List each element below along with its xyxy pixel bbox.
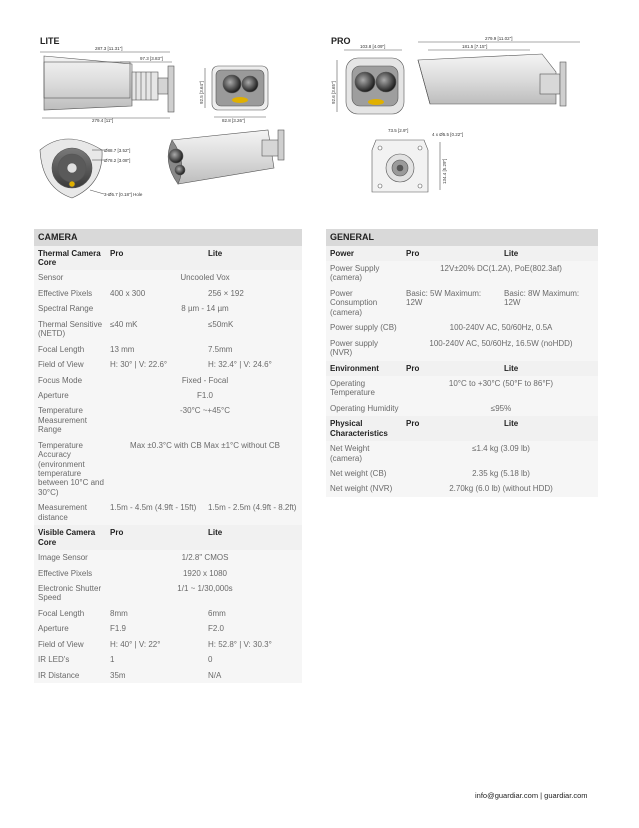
thermal-row	[34, 301, 302, 316]
visible-row-lite: 0	[204, 652, 302, 667]
dim-pro-holes: 4 x Ø5.5 [0.22"]	[432, 132, 464, 137]
thermal-row-label: Thermal Sensitive (NETD)	[34, 317, 106, 342]
dim-lite-length: 287.3 [11.31"]	[95, 46, 123, 51]
visible-row-lite: F2.0	[204, 621, 302, 636]
general-title-text: GENERAL	[326, 229, 598, 246]
visible-row-pro: 8mm	[106, 606, 204, 621]
thermal-row-label: Focus Mode	[34, 373, 106, 388]
dim-lite-base2: Ø78.2 [3.08"]	[104, 158, 131, 163]
visible-row	[34, 581, 302, 606]
phys-header	[326, 416, 598, 441]
dim-pro-front-w: 103.8 [4.09"]	[360, 44, 386, 49]
technical-drawings	[0, 0, 639, 215]
power-header-pro: Pro	[402, 246, 500, 261]
thermal-row-value: 8 µm - 14 µm	[106, 301, 302, 316]
pro-label: PRO	[331, 36, 351, 46]
power-row-pro: Basic: 5W Maximum: 12W	[402, 286, 500, 320]
lite-base-view	[40, 139, 143, 198]
phys-row-label: Net Weight (camera)	[326, 441, 402, 466]
phys-header-lite: Lite	[500, 416, 598, 441]
phys-row-value: ≤1.4 kg (3.09 lb)	[402, 441, 598, 466]
pro-front-view	[331, 44, 404, 114]
visible-row-label: Field of View	[34, 637, 106, 652]
thermal-row-lite: 1.5m - 2.5m (4.9ft - 8.2ft)	[204, 500, 302, 525]
visible-row-label: Electronic Shutter Speed	[34, 581, 106, 606]
phys-row-label: Net weight (CB)	[326, 466, 402, 481]
env-row-label: Operating Temperature	[326, 376, 402, 401]
phys-row-value: 2.35 kg (5.18 lb)	[402, 466, 598, 481]
power-row-label: Power Supply (camera)	[326, 261, 402, 286]
visible-row-lite: N/A	[204, 668, 302, 683]
env-row-value: ≤95%	[402, 401, 598, 416]
lite-front-view	[199, 66, 268, 123]
visible-row	[34, 606, 302, 621]
thermal-row	[34, 388, 302, 403]
power-header-label: Power	[326, 246, 402, 261]
thermal-row-label: Sensor	[34, 270, 106, 285]
footer-contact: info@guardiar.com | guardiar.com	[475, 791, 588, 800]
power-row	[326, 336, 598, 361]
dim-lite-base1: Ø88.7 [3.52"]	[104, 148, 131, 153]
dim-lite-front-w: 82.8 [3.26"]	[222, 118, 245, 123]
visible-row-label: Effective Pixels	[34, 566, 106, 581]
phys-row-label: Net weight (NVR)	[326, 481, 402, 496]
lite-label: LITE	[40, 36, 60, 46]
thermal-row-pro: 13 mm	[106, 342, 204, 357]
power-row-label: Power supply (CB)	[326, 320, 402, 335]
thermal-row-pro: ≤40 mK	[106, 317, 204, 342]
visible-row-value: 1920 x 1080	[106, 566, 302, 581]
visible-row	[34, 566, 302, 581]
env-row-label: Operating Humidity	[326, 401, 402, 416]
camera-title	[34, 229, 302, 246]
visible-row-pro: F1.9	[106, 621, 204, 636]
visible-row	[34, 621, 302, 636]
thermal-row-label: Focal Length	[34, 342, 106, 357]
env-row-value: 10°C to +30°C (50°F to 86°F)	[402, 376, 598, 401]
thermal-header	[34, 246, 302, 271]
lite-perspective-view	[168, 130, 284, 184]
env-header-pro: Pro	[402, 361, 500, 376]
thermal-row	[34, 438, 302, 501]
thermal-row-label: Effective Pixels	[34, 286, 106, 301]
thermal-row-label: Field of View	[34, 357, 106, 372]
dim-lite-total: 279.4 [11"]	[92, 118, 114, 123]
power-row	[326, 320, 598, 335]
power-row	[326, 286, 598, 320]
visible-row	[34, 668, 302, 683]
thermal-row-label: Temperature Measurement Range	[34, 403, 106, 437]
thermal-row-lite: ≤50mK	[204, 317, 302, 342]
thermal-header-label: Thermal Camera Core	[34, 246, 106, 271]
thermal-row-pro: H: 30° | V: 22.6°	[106, 357, 204, 372]
dim-lite-body: 97.3 [3.83"]	[140, 56, 163, 61]
visible-row-value: 1/2.8" CMOS	[106, 550, 302, 565]
power-row-value: 12V±20% DC(1.2A), PoE(802.3af)	[402, 261, 598, 286]
dim-pro-body: 181.5 [7.15"]	[462, 44, 488, 49]
visible-row-label: Aperture	[34, 621, 106, 636]
lite-side-view	[40, 46, 174, 123]
thermal-row	[34, 500, 302, 525]
dim-lite-front-h: 92.5 [3.64"]	[199, 81, 204, 104]
dim-lite-holes: 3-Ø5.7 [0.18"] Hole	[104, 192, 143, 197]
thermal-row-label: Temperature Accuracy (environment temperature between 10°C and 30°C)	[34, 438, 106, 501]
thermal-row-value: -30°C ~+45°C	[106, 403, 302, 437]
thermal-row-label: Measurement distance	[34, 500, 106, 525]
env-row	[326, 376, 598, 401]
thermal-row-pro: 1.5m - 4.5m (4.9ft - 15ft)	[106, 500, 204, 525]
visible-header-pro: Pro	[106, 525, 204, 550]
pro-side-view	[418, 36, 580, 106]
thermal-row-value: Uncooled Vox	[106, 270, 302, 285]
env-row	[326, 401, 598, 416]
visible-row-value: 1/1 ~ 1/30,000s	[106, 581, 302, 606]
thermal-row-value: Fixed - Focal	[106, 373, 302, 388]
visible-row	[34, 637, 302, 652]
visible-row-lite: 6mm	[204, 606, 302, 621]
phys-row-value: 2.70kg (6.0 lb) (without HDD)	[402, 481, 598, 496]
thermal-row	[34, 403, 302, 437]
phys-header-label: Physical Characteristics	[326, 416, 402, 441]
dim-pro-front-h: 92.6 [3.65"]	[331, 81, 336, 104]
visible-row-pro: 1	[106, 652, 204, 667]
visible-row-pro: 35m	[106, 668, 204, 683]
thermal-row-label: Spectral Range	[34, 301, 106, 316]
visible-row-lite: H: 52.8° | V: 30.3°	[204, 637, 302, 652]
power-row	[326, 261, 598, 286]
visible-header-lite: Lite	[204, 525, 302, 550]
camera-title-text: CAMERA	[34, 229, 302, 246]
power-row-label: Power supply (NVR)	[326, 336, 402, 361]
visible-row	[34, 652, 302, 667]
thermal-row	[34, 357, 302, 372]
visible-row-label: Focal Length	[34, 606, 106, 621]
phys-row	[326, 441, 598, 466]
thermal-row	[34, 286, 302, 301]
thermal-row-value: F1.0	[106, 388, 302, 403]
phys-header-pro: Pro	[402, 416, 500, 441]
thermal-header-pro: Pro	[106, 246, 204, 271]
thermal-row-pro: 400 x 300	[106, 286, 204, 301]
env-header	[326, 361, 598, 376]
phys-row	[326, 466, 598, 481]
env-header-lite: Lite	[500, 361, 598, 376]
visible-row-label: IR LED's	[34, 652, 106, 667]
general-spec-table	[326, 229, 598, 497]
power-row-value: 100-240V AC, 50/60Hz, 16.5W (noHDD)	[402, 336, 598, 361]
visible-row-label: Image Sensor	[34, 550, 106, 565]
dim-pro-mount-w: 73.5 [2.9"]	[388, 128, 409, 133]
thermal-row	[34, 373, 302, 388]
power-header	[326, 246, 598, 261]
thermal-row-label: Aperture	[34, 388, 106, 403]
visible-row-pro: H: 40° | V: 22°	[106, 637, 204, 652]
power-header-lite: Lite	[500, 246, 598, 261]
visible-header-label: Visible Camera Core	[34, 525, 106, 550]
thermal-row	[34, 317, 302, 342]
power-row-label: Power Consumption (camera)	[326, 286, 402, 320]
power-row-lite: Basic: 8W Maximum: 12W	[500, 286, 598, 320]
dim-pro-length: 279.9 [11.02"]	[485, 36, 513, 41]
power-row-value: 100-240V AC, 50/60Hz, 0.5A	[402, 320, 598, 335]
thermal-row-value: Max ±0.3°C with CB Max ±1°C without CB	[106, 438, 302, 501]
dim-pro-mount-h: 134.4 [5.29"]	[442, 158, 447, 184]
general-title	[326, 229, 598, 246]
pro-mount-view	[372, 128, 463, 192]
thermal-row	[34, 270, 302, 285]
camera-spec-table	[34, 229, 302, 683]
env-header-label: Environment	[326, 361, 402, 376]
thermal-header-lite: Lite	[204, 246, 302, 271]
thermal-row-lite: 7.5mm	[204, 342, 302, 357]
thermal-row-lite: 256 × 192	[204, 286, 302, 301]
visible-row-label: IR Distance	[34, 668, 106, 683]
visible-header	[34, 525, 302, 550]
thermal-row-lite: H: 32.4° | V: 24.6°	[204, 357, 302, 372]
thermal-row	[34, 342, 302, 357]
visible-row	[34, 550, 302, 565]
phys-row	[326, 481, 598, 496]
